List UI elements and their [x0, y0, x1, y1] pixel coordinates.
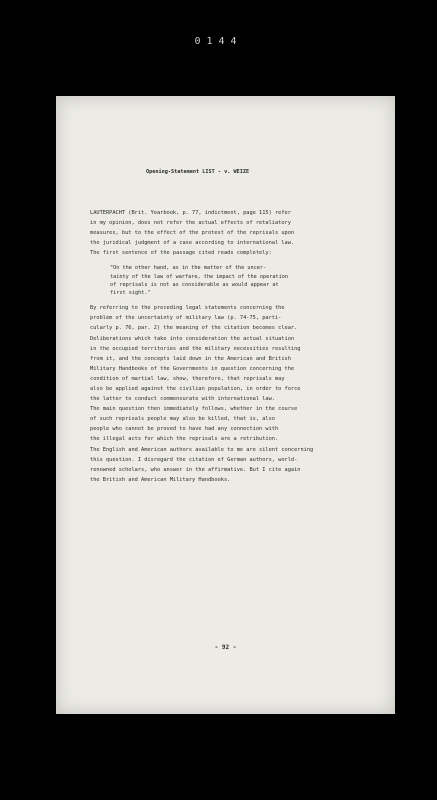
- text-line: measures, but to the effect of the protest of the reprisals upon: [90, 230, 295, 237]
- text-line: of such reprisals people may also be killed, that is, also: [90, 416, 275, 423]
- text-line: problem of the uncertainty of military law (p. 74-75, parti-: [90, 315, 282, 322]
- document-header: Opening-Statement LIST - v. WEIZE: [146, 169, 250, 175]
- text-line: people who cannot be proved to have had any connection with: [90, 426, 279, 433]
- paragraph: [90, 208, 376, 258]
- text-line: the British and American Military Handbooks.: [90, 476, 231, 483]
- text-line: cularly p. 76, par. 2) the meaning of the citation becomes clear.: [90, 325, 298, 332]
- text-line: Deliberations which take into consideration the actual situation: [90, 335, 295, 342]
- text-line: the latter to conduct commensurate with international law.: [90, 396, 275, 403]
- text-line: Military Handbooks of the Governments in question concerning the: [90, 365, 295, 372]
- text-line: in the occupied territories and the military necessities resulting: [90, 345, 301, 352]
- text-line: in my opinion, does not refer the actual effects of retaliatory: [90, 220, 291, 227]
- page-number: - 92 -: [214, 644, 237, 651]
- block-quote: [90, 264, 376, 297]
- text-line: The English and American authors available to me are silent concerning: [90, 446, 314, 453]
- quote-line: first sight.": [110, 290, 151, 297]
- document-page: [56, 96, 395, 714]
- text-line: LAUTERPACHT (Brit. Yearbook, p. 77, indictment, page 115) refer: [90, 210, 291, 216]
- text-line: the juridical judgment of a case according to international law.: [90, 240, 295, 247]
- quote-line: "On the other hand, as in the matter of the uncer-: [110, 265, 267, 272]
- text-line: condition of martial law, show, therefore, that reprisals may: [90, 375, 285, 382]
- text-line: The main question then immediately follows, whether in the course: [90, 406, 298, 413]
- text-line: The first sentence of the passage cited reads completely:: [90, 250, 272, 257]
- quote-line: tainty of the law of warfare, the impact of the operation: [110, 273, 289, 280]
- paragraph: [90, 303, 376, 485]
- text-line: renowned scholars, who answer in the affirmative. But I cite again: [90, 466, 301, 473]
- quote-line: of reprisals is not as considerable as would appear at: [110, 281, 279, 288]
- text-line: this question. I disregard the citation of German authors, world-: [90, 456, 298, 463]
- microfilm-frame-number: 0144: [194, 36, 243, 47]
- text-line: By referring to the preceding legal statements concerning the: [90, 305, 285, 312]
- document-body: [90, 208, 376, 485]
- text-line: the illegal acts for which the reprisals are a retribution.: [90, 436, 279, 443]
- text-line: also be applied against the civilian population, in order to force: [90, 385, 301, 392]
- text-line: from it, and the concepts laid down in the American and British: [90, 355, 291, 362]
